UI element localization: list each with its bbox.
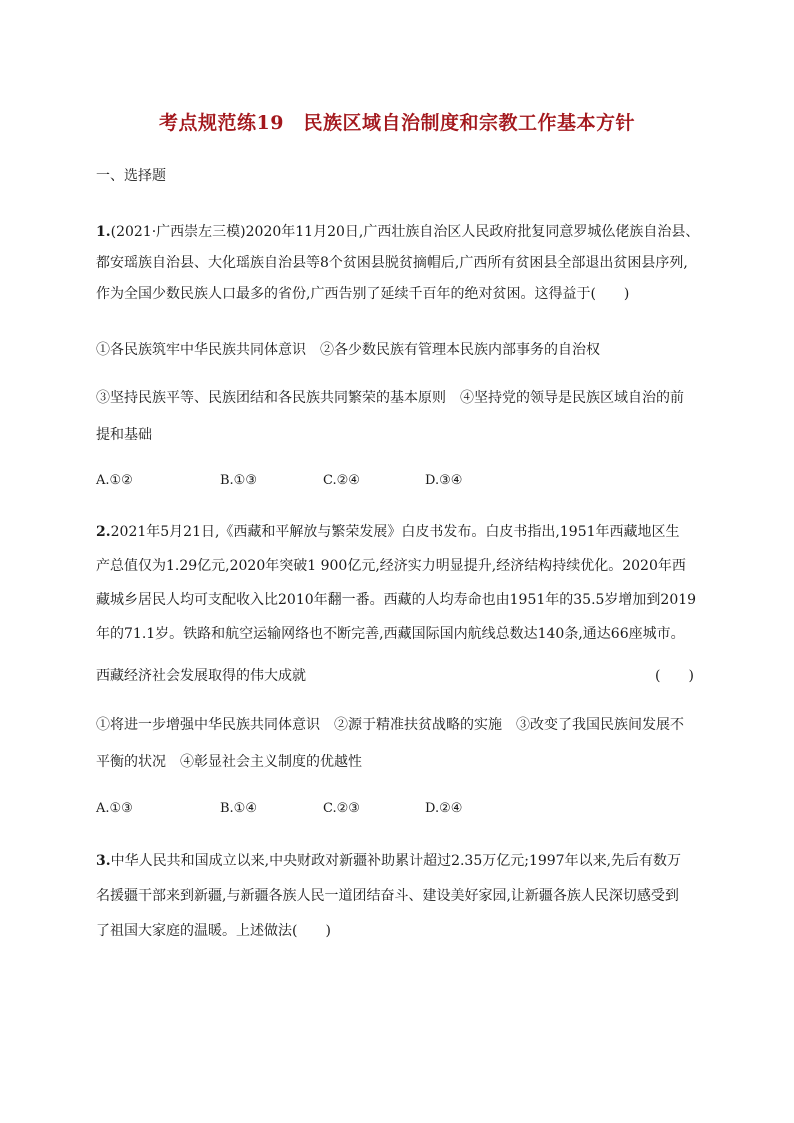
q1-option-c[interactable]: C.②④	[323, 473, 360, 488]
q2-option-b[interactable]: B.①④	[220, 801, 257, 816]
q2-line-3: 藏城乡居民人均可支配收入比2010年翻一番。西藏的人均寿命也由1951年的35.5岁增加到2019	[96, 592, 697, 608]
q3-number: 3.	[96, 853, 111, 869]
q3-line-2: 名援疆干部来到新疆,与新疆各族人民一道团结奋斗、建设美好家园,让新疆各族人民深切感受到	[96, 888, 679, 904]
q1-line-2: 都安瑶族自治县、大化瑶族自治县等8个贫困县脱贫摘帽后,广西所有贫困县全部退出贫困县序列,	[96, 255, 688, 271]
q3-line-1: 3.中华人民共和国成立以来,中央财政对新疆补助累计超过2.35万亿元;1997年以来,先后有数万	[96, 853, 682, 869]
q2-line-4: 年的71.1岁。铁路和航空运输网络也不断完善,西藏国际国内航线总数达140条,通达66座城市。	[96, 626, 685, 642]
q1-line-1: 1.(2021·广西崇左三模)2020年11月20日,广西壮族自治区人民政府批复同意罗城仫佬族自治县、	[96, 224, 700, 240]
q1-statement-3: 提和基础	[96, 427, 152, 443]
section-heading: 一、选择题	[96, 168, 166, 184]
q1-option-b[interactable]: B.①③	[220, 473, 257, 488]
q2-option-d[interactable]: D.②④	[425, 801, 463, 816]
q2-line-2: 产总值仅为1.29亿元,2020年突破1 900亿元,经济实力明显提升,经济结构持续优化。2020年西	[96, 558, 686, 574]
q2-option-c[interactable]: C.②③	[323, 801, 360, 816]
q2-number: 2.	[96, 524, 111, 540]
q1-option-d[interactable]: D.③④	[425, 473, 463, 488]
q1-statement-2: ③坚持民族平等、民族团结和各民族共同繁荣的基本原则 ④坚持党的领导是民族区域自治的前	[96, 390, 684, 406]
q3-line-3: 了祖国大家庭的温暖。上述做法( )	[96, 923, 331, 939]
q1-number: 1.	[96, 224, 111, 240]
q2-line-5: 西藏经济社会发展取得的伟大成就	[96, 668, 306, 684]
q2-answer-paren: ( )	[655, 668, 694, 684]
q1-statement-1: ①各民族筑牢中华民族共同体意识 ②各少数民族有管理本民族内部事务的自治权	[96, 342, 600, 358]
q2-line-1: 2.2021年5月21日,《西藏和平解放与繁荣发展》白皮书发布。白皮书指出,1951年西藏地区生	[96, 524, 680, 540]
page-title: 考点规范练19 民族区域自治制度和宗教工作基本方针	[159, 112, 635, 134]
q1-option-a[interactable]: A.①②	[96, 473, 133, 488]
q2-statement-2: 平衡的状况 ④彰显社会主义制度的优越性	[96, 754, 362, 770]
q1-line-3: 作为全国少数民族人口最多的省份,广西告别了延续千百年的绝对贫困。这得益于( )	[96, 286, 630, 302]
q2-statement-1: ①将进一步增强中华民族共同体意识 ②源于精准扶贫战略的实施 ③改变了我国民族间发展不	[96, 717, 684, 733]
q2-option-a[interactable]: A.①③	[96, 801, 133, 816]
